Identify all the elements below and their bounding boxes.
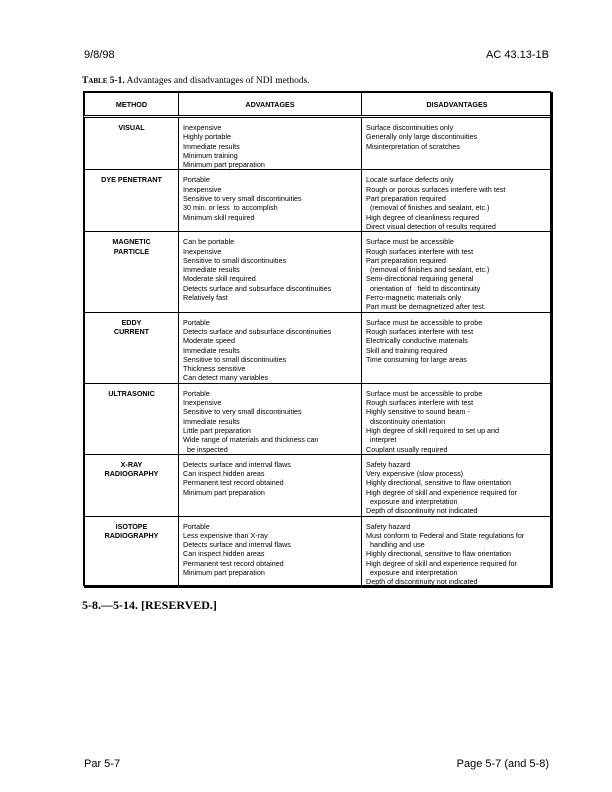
disadvantage-item: interpret xyxy=(366,435,397,445)
advantage-item: Detects surface and subsurface discontinuities xyxy=(183,326,332,336)
disadvantage-item: Depth of discontinuity not indicated xyxy=(366,577,478,587)
disadvantages-cell xyxy=(362,232,553,312)
header-doc-id: AC 43.13-1B xyxy=(486,49,549,61)
advantage-item: Moderate speed xyxy=(183,336,235,346)
advantage-item: Inexpensive xyxy=(183,184,222,194)
advantage-item: Detects surface and internal flaws xyxy=(183,459,291,469)
advantage-item: Moderate skill required xyxy=(183,274,256,284)
advantage-item: Immediate results xyxy=(183,265,240,275)
method-cell xyxy=(85,312,179,383)
disadvantage-item: discontinuity orientation xyxy=(366,416,446,426)
method-cell xyxy=(85,454,179,516)
disadvantage-item: Misinterpretation of scratches xyxy=(366,141,460,151)
disadvantage-item: handling and use xyxy=(366,540,425,550)
advantage-item: Can be portable xyxy=(183,237,235,247)
advantage-item: Minimum part preparation xyxy=(183,568,265,578)
advantage-item: Permanent test record obtained xyxy=(183,478,284,488)
method-name: MAGNETIC xyxy=(112,237,151,247)
advantage-item: Can inspect hidden areas xyxy=(183,549,265,559)
table-row xyxy=(85,312,553,383)
advantage-item: be inspected xyxy=(183,444,228,454)
method-cell xyxy=(85,383,179,454)
disadvantage-item: High degree of skill and experience required for xyxy=(366,558,518,568)
advantage-item: Detects surface and internal flaws xyxy=(183,540,291,550)
advantage-item: Inexpensive xyxy=(183,246,222,256)
advantage-item: Immediate results xyxy=(183,345,240,355)
advantage-item: Detects surface and subsurface discontinuities xyxy=(183,283,332,293)
disadvantage-item: Rough surfaces interfere with test xyxy=(366,246,474,256)
advantage-item: Inexpensive xyxy=(183,398,222,408)
disadvantage-item: Safety hazard xyxy=(366,521,411,531)
header-method: METHOD xyxy=(85,93,179,117)
disadvantage-item: High degree of skill and experience required for xyxy=(366,487,518,497)
advantage-item: Inexpensive xyxy=(183,123,222,132)
disadvantage-item: Ferro-magnetic materials only xyxy=(366,293,462,303)
method-name: EDDY xyxy=(121,317,142,327)
table-caption xyxy=(82,76,310,86)
advantage-item: Sensitive to very small discontinuities xyxy=(183,194,302,204)
advantage-item: Less expensive than X-ray xyxy=(183,530,268,540)
advantage-item: Minimum skill required xyxy=(183,212,255,222)
advantages-cell xyxy=(179,232,362,312)
table-row xyxy=(85,383,553,454)
disadvantage-item: Safety hazard xyxy=(366,459,411,469)
method-name: PARTICLE xyxy=(113,246,150,256)
disadvantage-item: Very expensive (slow process) xyxy=(366,469,464,479)
header-date: 9/8/98 xyxy=(84,49,115,61)
disadvantages-cell xyxy=(362,383,553,454)
advantages-cell xyxy=(179,383,362,454)
disadvantage-item: Surface must be accessible to probe xyxy=(366,388,483,398)
table-row xyxy=(85,232,553,312)
disadvantage-item: Rough surfaces interfere with test xyxy=(366,326,474,336)
advantage-item: Portable xyxy=(183,521,210,531)
advantage-item: Portable xyxy=(183,317,210,327)
disadvantage-item: Depth of discontinuity not indicated xyxy=(366,506,478,516)
footer-paragraph: Par 5-7 xyxy=(84,758,121,770)
advantages-cell xyxy=(179,312,362,383)
table-header-row xyxy=(85,93,553,117)
advantage-item: 30 min. or less to accomplish xyxy=(183,203,278,213)
method-name: RADIOGRAPHY xyxy=(104,531,159,541)
advantage-item: Minimum training xyxy=(183,150,238,160)
disadvantage-item: (removal of finishes and sealant, etc.) xyxy=(366,203,490,213)
disadvantage-item: Highly directional, sensitive to flaw orientation xyxy=(366,549,512,559)
disadvantage-item: Couplant usually required xyxy=(366,444,448,454)
advantage-item: Minimum part preparation xyxy=(183,160,265,170)
advantage-item: Can detect many variables xyxy=(183,373,269,383)
advantage-item: Sensitive to small discontinuities xyxy=(183,255,287,265)
disadvantage-item: Surface must be accessible to probe xyxy=(366,317,483,327)
header-disadvantages: DISADVANTAGES xyxy=(362,93,553,117)
disadvantage-item: Rough surfaces interfere with test xyxy=(366,398,474,408)
advantages-cell xyxy=(179,454,362,516)
method-name: ULTRASONIC xyxy=(108,388,155,398)
disadvantage-item: Part preparation required xyxy=(366,255,446,265)
table-row xyxy=(85,516,553,587)
disadvantage-item: Direct visual detection of results required xyxy=(366,221,496,231)
footer-page-number: Page 5-7 (and 5-8) xyxy=(456,758,549,770)
table-row xyxy=(85,117,553,170)
advantage-item: Permanent test record obtained xyxy=(183,558,284,568)
disadvantage-item: Part must be demagnetized after test. xyxy=(366,302,486,312)
disadvantage-item: Must conform to Federal and State regulations for xyxy=(366,530,525,540)
disadvantage-item: Rough or porous surfaces interfere with test xyxy=(366,184,506,194)
disadvantage-item: Highly directional, sensitive to flaw orientation xyxy=(366,478,512,488)
disadvantage-item: Surface discontinuities only xyxy=(366,123,454,132)
disadvantage-item: Highly sensitive to sound beam - xyxy=(366,407,470,417)
disadvantage-item: Skill and training required xyxy=(366,345,448,355)
table-caption-label: Table 5-1. xyxy=(82,76,125,86)
advantage-item: Portable xyxy=(183,175,210,185)
disadvantage-item: exposure and interpretation xyxy=(366,568,458,578)
disadvantages-cell xyxy=(362,454,553,516)
ndi-methods-table xyxy=(84,92,553,588)
advantage-item: Wide range of materials and thickness can xyxy=(183,435,319,445)
method-cell xyxy=(85,516,179,587)
disadvantage-item: High degree of cleanliness required xyxy=(366,212,480,222)
advantages-cell xyxy=(179,170,362,232)
method-cell xyxy=(85,117,179,170)
advantage-item: Immediate results xyxy=(183,416,240,426)
advantages-cell xyxy=(179,117,362,170)
advantage-item: Minimum part preparation xyxy=(183,487,265,497)
disadvantage-item: Semi-directional requiring general xyxy=(366,274,474,284)
advantage-item: Portable xyxy=(183,388,210,398)
disadvantage-item: Electrically conductive materials xyxy=(366,336,468,346)
disadvantage-item: Time consuming for large areas xyxy=(366,354,467,364)
method-name: CURRENT xyxy=(113,327,150,337)
header-advantages: ADVANTAGES xyxy=(179,93,362,117)
disadvantage-item: exposure and interpretation xyxy=(366,496,458,506)
disadvantage-item: (removal of finishes and sealant, etc.) xyxy=(366,265,490,275)
disadvantages-cell xyxy=(362,117,553,170)
advantage-item: Little part preparation xyxy=(183,425,251,435)
advantage-item: Highly portable xyxy=(183,132,231,142)
table-row xyxy=(85,454,553,516)
disadvantage-item: orientation of field to discontinuity xyxy=(366,283,481,293)
method-name: VISUAL xyxy=(118,123,145,132)
method-name: X-RAY xyxy=(120,459,143,469)
advantage-item: Thickness sensitive xyxy=(183,364,246,374)
section-heading: 5-8.—5-14. [RESERVED.] xyxy=(82,598,217,612)
advantages-cell xyxy=(179,516,362,587)
table-row xyxy=(85,170,553,232)
disadvantages-cell xyxy=(362,516,553,587)
disadvantage-item: Surface must be accessible xyxy=(366,237,454,247)
advantage-item: Relatively fast xyxy=(183,293,228,303)
method-cell xyxy=(85,170,179,232)
disadvantage-item: High degree of skill required to set up and xyxy=(366,425,500,435)
table-caption-text: Advantages and disadvantages of NDI methods. xyxy=(124,76,310,86)
method-name: ISOTOPE xyxy=(115,521,148,531)
disadvantages-cell xyxy=(362,312,553,383)
method-name: DYE PENETRANT xyxy=(101,175,162,185)
advantage-item: Sensitive to very small discontinuities xyxy=(183,407,302,417)
advantage-item: Can inspect hidden areas xyxy=(183,469,265,479)
ndi-table-frame xyxy=(83,91,551,586)
advantage-item: Immediate results xyxy=(183,141,240,151)
disadvantage-item: Generally only large discontinuities xyxy=(366,132,478,142)
disadvantage-item: Part preparation required xyxy=(366,194,446,204)
method-name: RADIOGRAPHY xyxy=(104,469,159,479)
disadvantages-cell xyxy=(362,170,553,232)
method-cell xyxy=(85,232,179,312)
advantage-item: Sensitive to small discontinuities xyxy=(183,354,287,364)
disadvantage-item: Locate surface defects only xyxy=(366,175,454,185)
